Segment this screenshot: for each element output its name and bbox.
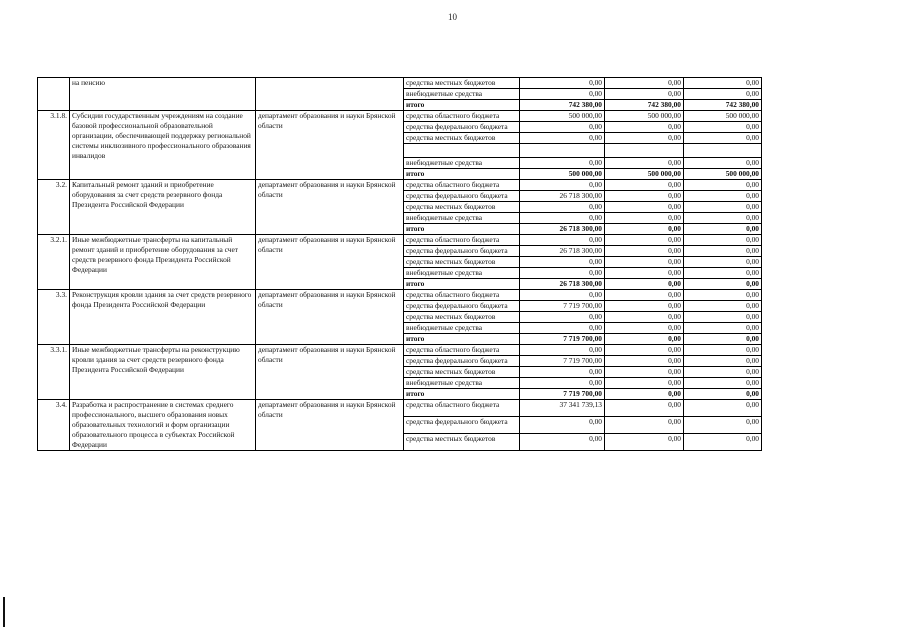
amount-year-1: 0,00 xyxy=(520,180,605,191)
funding-source: средства местных бюджетов xyxy=(404,434,520,451)
funding-source: средства федерального бюджета xyxy=(404,301,520,312)
funding-source: средства федерального бюджета xyxy=(404,417,520,434)
amount-year-1: 742 380,00 xyxy=(520,100,605,111)
amount-year-2: 0,00 xyxy=(605,356,684,367)
amount-year-3: 742 380,00 xyxy=(684,100,762,111)
amount-year-2: 0,00 xyxy=(605,290,684,301)
amount-year-1: 7 719 700,00 xyxy=(520,334,605,345)
amount-year-3: 0,00 xyxy=(684,279,762,290)
amount-year-2: 0,00 xyxy=(605,400,684,417)
table-row xyxy=(38,111,762,122)
amount-year-2: 0,00 xyxy=(605,323,684,334)
funding-source: внебюджетные средства xyxy=(404,213,520,224)
amount-year-1: 0,00 xyxy=(520,417,605,434)
amount-year-3: 0,00 xyxy=(684,400,762,417)
funding-source: внебюджетные средства xyxy=(404,89,520,100)
amount-year-2: 0,00 xyxy=(605,78,684,89)
funding-source: средства местных бюджетов xyxy=(404,202,520,213)
amount-year-1: 0,00 xyxy=(520,89,605,100)
funding-source: средства федерального бюджета xyxy=(404,122,520,133)
funding-source: средства местных бюджетов xyxy=(404,78,520,89)
amount-year-2: 0,00 xyxy=(605,202,684,213)
amount-year-2: 0,00 xyxy=(605,378,684,389)
table-row xyxy=(38,235,762,246)
amount-year-3: 0,00 xyxy=(684,345,762,356)
amount-year-3: 0,00 xyxy=(684,122,762,133)
amount-year-2: 742 380,00 xyxy=(605,100,684,111)
item-department xyxy=(256,78,404,111)
amount-year-1: 500 000,00 xyxy=(520,111,605,122)
amount-year-3 xyxy=(684,144,762,158)
amount-year-3: 0,00 xyxy=(684,89,762,100)
amount-year-2: 0,00 xyxy=(605,191,684,202)
amount-year-1: 26 718 300,00 xyxy=(520,279,605,290)
amount-year-1: 7 719 700,00 xyxy=(520,301,605,312)
item-name: Разработка и распространение в системах среднего профессионального, высшего образования новых образовательных технологий и форм организации образовательного процесса в субъектах Российской Федерации xyxy=(70,400,256,451)
amount-year-2: 0,00 xyxy=(605,268,684,279)
funding-source: итого xyxy=(404,224,520,235)
amount-year-3: 0,00 xyxy=(684,301,762,312)
amount-year-2: 0,00 xyxy=(605,279,684,290)
page-number: 10 xyxy=(448,12,457,22)
amount-year-3: 0,00 xyxy=(684,133,762,144)
amount-year-3: 0,00 xyxy=(684,367,762,378)
amount-year-3: 0,00 xyxy=(684,312,762,323)
amount-year-2: 0,00 xyxy=(605,389,684,400)
amount-year-1: 26 718 300,00 xyxy=(520,191,605,202)
amount-year-3: 0,00 xyxy=(684,434,762,451)
budget-table xyxy=(37,77,762,451)
amount-year-3: 0,00 xyxy=(684,246,762,257)
amount-year-1: 0,00 xyxy=(520,290,605,301)
funding-source: средства местных бюджетов xyxy=(404,312,520,323)
amount-year-2: 0,00 xyxy=(605,89,684,100)
amount-year-3: 0,00 xyxy=(684,356,762,367)
funding-source: средства областного бюджета xyxy=(404,290,520,301)
item-code: 3.2.1. xyxy=(38,235,70,290)
amount-year-1: 0,00 xyxy=(520,158,605,169)
funding-source: средства областного бюджета xyxy=(404,400,520,417)
amount-year-3: 0,00 xyxy=(684,158,762,169)
amount-year-2: 0,00 xyxy=(605,301,684,312)
amount-year-1: 0,00 xyxy=(520,378,605,389)
item-code: 3.2. xyxy=(38,180,70,235)
funding-source: внебюджетные средства xyxy=(404,323,520,334)
amount-year-1: 26 718 300,00 xyxy=(520,224,605,235)
amount-year-1: 26 718 300,00 xyxy=(520,246,605,257)
item-code: 3.1.8. xyxy=(38,111,70,180)
item-department: департамент образования и науки Брянской области xyxy=(256,345,404,400)
amount-year-2: 0,00 xyxy=(605,312,684,323)
funding-source: внебюджетные средства xyxy=(404,158,520,169)
amount-year-3: 0,00 xyxy=(684,78,762,89)
amount-year-3: 0,00 xyxy=(684,257,762,268)
item-name: Реконструкция кровли здания за счет средств резервного фонда Президента Российской Федерации xyxy=(70,290,256,345)
amount-year-3: 0,00 xyxy=(684,389,762,400)
funding-source: итого xyxy=(404,169,520,180)
amount-year-3: 0,00 xyxy=(684,323,762,334)
amount-year-1: 0,00 xyxy=(520,202,605,213)
funding-source: итого xyxy=(404,279,520,290)
amount-year-1: 0,00 xyxy=(520,78,605,89)
amount-year-1: 0,00 xyxy=(520,133,605,144)
table-row xyxy=(38,400,762,417)
funding-source: внебюджетные средства xyxy=(404,378,520,389)
binder-mark xyxy=(3,597,5,627)
item-code: 3.3.1. xyxy=(38,345,70,400)
amount-year-2: 500 000,00 xyxy=(605,111,684,122)
item-name: Иные межбюджетные трансферты на капитальный ремонт зданий и приобретение оборудования за счет средств резервного фонда Президента Российской Федерации xyxy=(70,235,256,290)
amount-year-3: 0,00 xyxy=(684,213,762,224)
amount-year-1: 0,00 xyxy=(520,257,605,268)
funding-source: внебюджетные средства xyxy=(404,268,520,279)
amount-year-2: 0,00 xyxy=(605,180,684,191)
item-code: 3.3. xyxy=(38,290,70,345)
item-department: департамент образования и науки Брянской области xyxy=(256,400,404,451)
funding-source: средства федерального бюджета xyxy=(404,246,520,257)
amount-year-1: 37 341 739,13 xyxy=(520,400,605,417)
funding-source: средства местных бюджетов xyxy=(404,133,520,144)
funding-source: средства областного бюджета xyxy=(404,345,520,356)
amount-year-2: 0,00 xyxy=(605,434,684,451)
amount-year-2 xyxy=(605,144,684,158)
amount-year-2: 0,00 xyxy=(605,246,684,257)
table-row xyxy=(38,290,762,301)
funding-source: средства местных бюджетов xyxy=(404,257,520,268)
amount-year-3: 0,00 xyxy=(684,235,762,246)
funding-source xyxy=(404,144,520,158)
amount-year-3: 0,00 xyxy=(684,290,762,301)
funding-source: средства областного бюджета xyxy=(404,180,520,191)
funding-source: средства областного бюджета xyxy=(404,235,520,246)
amount-year-2: 0,00 xyxy=(605,257,684,268)
item-department: департамент образования и науки Брянской области xyxy=(256,180,404,235)
amount-year-2: 0,00 xyxy=(605,235,684,246)
funding-source: итого xyxy=(404,334,520,345)
item-department: департамент образования и науки Брянской области xyxy=(256,290,404,345)
item-name: Субсидии государственным учреждениям на создание базовой профессиональной образовательной организации, обеспечивающей поддержку региональной системы инклюзивного профессионального образования инвалидов xyxy=(70,111,256,180)
amount-year-3: 0,00 xyxy=(684,378,762,389)
item-name: на пенсию xyxy=(70,78,256,111)
item-name: Иные межбюджетные трансферты на реконструкцию кровли здания за счет средств резервного фонда Президента Российской Федерации xyxy=(70,345,256,400)
amount-year-1: 0,00 xyxy=(520,345,605,356)
table-row xyxy=(38,345,762,356)
funding-source: средства местных бюджетов xyxy=(404,367,520,378)
amount-year-3: 500 000,00 xyxy=(684,111,762,122)
amount-year-2: 0,00 xyxy=(605,334,684,345)
amount-year-2: 0,00 xyxy=(605,133,684,144)
amount-year-3: 0,00 xyxy=(684,224,762,235)
funding-source: итого xyxy=(404,389,520,400)
amount-year-3: 0,00 xyxy=(684,202,762,213)
amount-year-2: 0,00 xyxy=(605,213,684,224)
amount-year-1: 0,00 xyxy=(520,312,605,323)
amount-year-3: 0,00 xyxy=(684,268,762,279)
amount-year-3: 0,00 xyxy=(684,180,762,191)
amount-year-2: 0,00 xyxy=(605,122,684,133)
table-row xyxy=(38,78,762,89)
amount-year-2: 0,00 xyxy=(605,367,684,378)
funding-source: средства федерального бюджета xyxy=(404,191,520,202)
funding-source: средства областного бюджета xyxy=(404,111,520,122)
item-department: департамент образования и науки Брянской области xyxy=(256,235,404,290)
item-code: 3.4. xyxy=(38,400,70,451)
amount-year-1: 0,00 xyxy=(520,367,605,378)
amount-year-1: 0,00 xyxy=(520,323,605,334)
amount-year-3: 0,00 xyxy=(684,417,762,434)
amount-year-1: 0,00 xyxy=(520,213,605,224)
funding-source: итого xyxy=(404,100,520,111)
amount-year-1: 0,00 xyxy=(520,434,605,451)
amount-year-1: 0,00 xyxy=(520,122,605,133)
amount-year-1: 7 719 700,00 xyxy=(520,389,605,400)
amount-year-2: 0,00 xyxy=(605,417,684,434)
amount-year-1: 7 719 700,00 xyxy=(520,356,605,367)
amount-year-3: 500 000,00 xyxy=(684,169,762,180)
amount-year-1: 0,00 xyxy=(520,268,605,279)
table-row xyxy=(38,180,762,191)
item-department: департамент образования и науки Брянской области xyxy=(256,111,404,180)
amount-year-1 xyxy=(520,144,605,158)
amount-year-1: 500 000,00 xyxy=(520,169,605,180)
amount-year-2: 500 000,00 xyxy=(605,169,684,180)
amount-year-2: 0,00 xyxy=(605,345,684,356)
amount-year-2: 0,00 xyxy=(605,224,684,235)
item-code xyxy=(38,78,70,111)
amount-year-2: 0,00 xyxy=(605,158,684,169)
funding-source: средства федерального бюджета xyxy=(404,356,520,367)
item-name: Капитальный ремонт зданий и приобретение оборудования за счет средств резервного фонда Президента Российской Федерации xyxy=(70,180,256,235)
amount-year-3: 0,00 xyxy=(684,191,762,202)
amount-year-1: 0,00 xyxy=(520,235,605,246)
amount-year-3: 0,00 xyxy=(684,334,762,345)
